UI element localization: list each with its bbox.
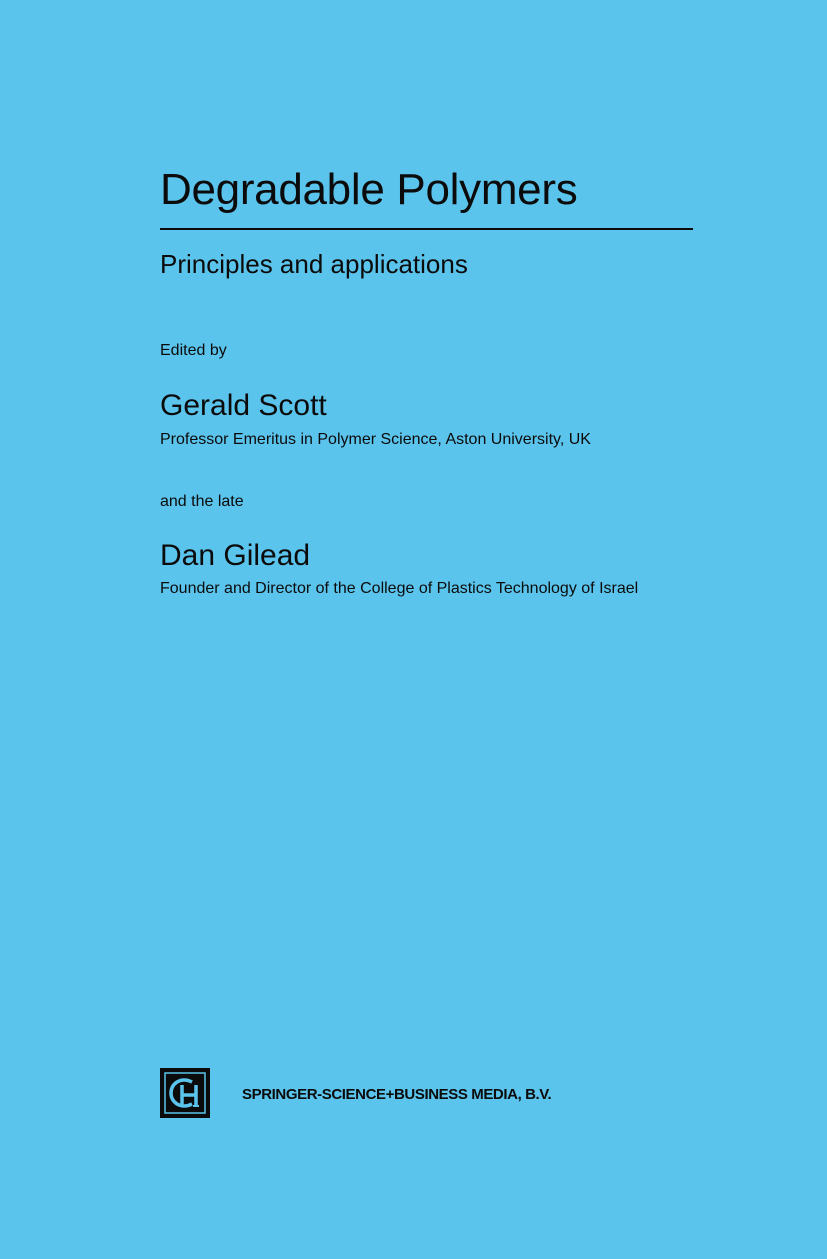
edited-by-label: Edited by	[160, 342, 227, 359]
book-title: Degradable Polymers	[160, 165, 578, 214]
title-rule	[160, 228, 693, 230]
publisher-name: SPRINGER-SCIENCE+BUSINESS MEDIA, B.V.	[242, 1086, 552, 1103]
editor-name-1: Gerald Scott	[160, 389, 327, 422]
book-subtitle: Principles and applications	[160, 249, 468, 279]
editor-name-2: Dan Gilead	[160, 539, 311, 572]
and-the-late-label: and the late	[160, 493, 244, 510]
editor-affiliation-2: Founder and Director of the College of Plastics Technology of Israel	[160, 580, 639, 597]
ch-monogram-logo-icon	[160, 1068, 210, 1118]
editor-affiliation-1: Professor Emeritus in Polymer Science, Aston University, UK	[160, 431, 591, 448]
